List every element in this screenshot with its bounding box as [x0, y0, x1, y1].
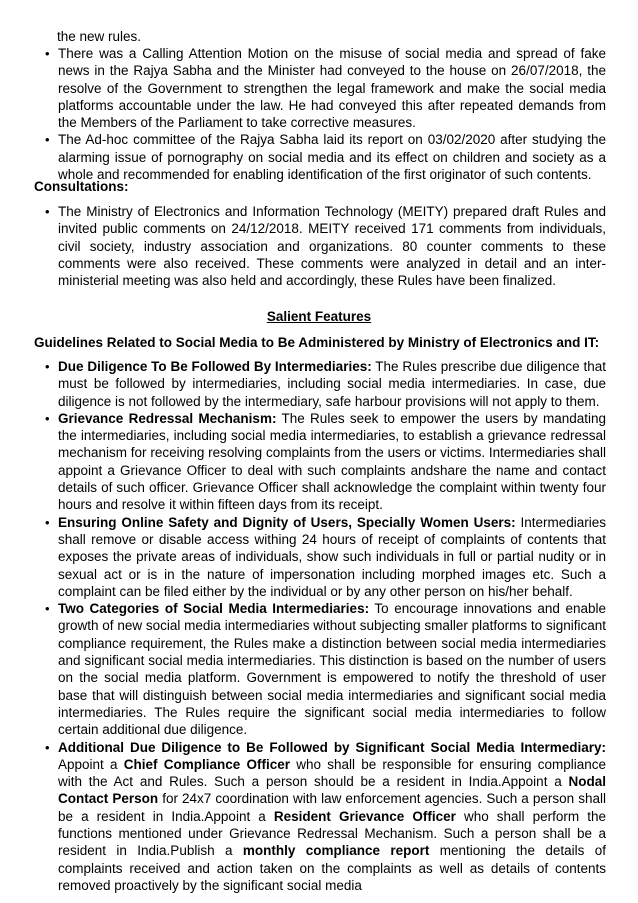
background-list: [34, 45, 606, 183]
list-item: [34, 131, 606, 183]
role-resident-grievance-officer: Resident Grievance Officer: [273, 808, 456, 824]
feature-item: [34, 410, 606, 514]
bullet-icon: •: [45, 204, 50, 219]
bullet-icon: •: [45, 601, 50, 617]
guidelines-heading: Guidelines Related to Social Media to Be Administered by Ministry of Electronics and IT:: [34, 335, 600, 350]
feature-text: The Rules seek to empower the users by mandating the intermediaries, including social media intermediaries, to establish a grievance redressal mechanism for receiving resolving complaints from the users or victims. Intermediaries shall appoint a Grievance Officer to deal with such complaints andshare the name and contact details of such officer. Grievance Officer shall acknowledge the complaint within twenty four hours and resolve it within fifteen days from its receipt.: [58, 410, 607, 513]
feature-item: [34, 739, 606, 895]
list-item-text: There was a Calling Attention Motion on the misuse of social media and spread of fake news in the Rajya Sabha and the Minister had conveyed to the house on 26/07/2018, the resolve of the Government to strengthen the legal framework and make the social media platforms accountable under the law. He had conveyed this after repeated demands from the Members of the Parliament to take corrective measures.: [58, 46, 606, 131]
role-nodal-contact-person: Nodal Contact Person: [58, 774, 606, 807]
consultations-list: [34, 203, 606, 289]
bullet-icon: •: [45, 359, 50, 374]
bullet-icon: •: [45, 46, 50, 61]
bullet-icon: •: [45, 739, 50, 755]
bullet-icon: •: [45, 132, 50, 148]
role-chief-compliance-officer: Chief Compliance Officer: [123, 756, 290, 772]
feature-title: Two Categories of Social Media Intermediaries:: [58, 601, 370, 617]
features-list: [34, 358, 606, 894]
feature-item: [34, 600, 606, 738]
continuation-text: the new rules.: [57, 29, 142, 44]
feature-text: who shall perform the functions mentioned under Grievance Redressal Mechanism. Such a person shall be a resident in India.Publish a: [58, 808, 606, 859]
feature-title: Ensuring Online Safety and Dignity of Users, Specially Women Users:: [58, 514, 516, 530]
list-item-text: The Ad-hoc committee of the Rajya Sabha laid its report on 03/02/2020 after studying the alarming issue of pornography on social media and its effect on children and society as a whole and recommended for enabling identification of the first originator of such contents.: [58, 132, 606, 183]
list-item: [34, 45, 606, 131]
feature-item: [34, 358, 606, 410]
feature-text: who shall be responsible for ensuring compliance with the Act and Rules. Such a person should be a resident in India.Appoint a: [58, 756, 606, 790]
feature-text: To encourage innovations and enable growth of new social media intermediaries without subjecting smaller platforms to significant compliance requirement, the Rules make a distinction between social media intermediaries and significant social media intermediaries. This distinction is based on the number of users on the social media platform. Government is empowered to notify the threshold of user base that will distinguish between social media intermediaries and significant social media intermediaries. The Rules require the significant social media intermediaries to follow certain additional due diligence.: [58, 601, 607, 738]
feature-text: for 24x7 coordination with law enforcement agencies. Such a person shall be a resident in India.Appoint a: [58, 791, 606, 824]
bullet-icon: •: [45, 410, 50, 426]
feature-title: Additional Due Diligence to Be Followed by Significant Social Media Intermediary:: [58, 739, 606, 755]
salient-features-title: Salient Features: [266, 309, 372, 324]
feature-item: [34, 514, 606, 600]
list-item-text: The Ministry of Electronics and Information Technology (MEITY) prepared draft Rules and invited public comments on 24/12/2018. MEITY received 171 comments from individuals, civil society, industry association and organizations. 80 counter comments to these comments were also received. These comments were analyzed in detail and an inter-ministerial meeting was also held and accordingly, these Rules have been finalized.: [58, 204, 606, 289]
feature-text: Intermediaries shall remove or disable access withing 24 hours of receipt of complaints of contents that exposes the private areas of individuals, show such individuals in full or partial nudity or in sexual act or is in the nature of impersonation including morphed images etc. Such a complaint can be filed either by the individual or by any other person on his/her behalf.: [58, 514, 606, 599]
bullet-icon: •: [45, 514, 50, 530]
monthly-compliance-report: monthly compliance report: [242, 843, 430, 859]
feature-title: Due Diligence To Be Followed By Intermediaries:: [58, 359, 372, 374]
feature-text: The Rules prescribe due diligence that must be followed by intermediaries, including social media intermediaries. In case, due diligence is not followed by the intermediary, safe harbour provisions will not apply to them.: [58, 359, 606, 409]
list-item: [34, 203, 606, 289]
feature-text: mentioning the details of complaints received and action taken on the complaints as well as details of contents removed proactively by the significant social media: [58, 843, 606, 893]
consultations-heading: Consultations:: [34, 179, 129, 194]
feature-text: Appoint a: [58, 756, 124, 772]
feature-title: Grievance Redressal Mechanism:: [58, 410, 277, 426]
